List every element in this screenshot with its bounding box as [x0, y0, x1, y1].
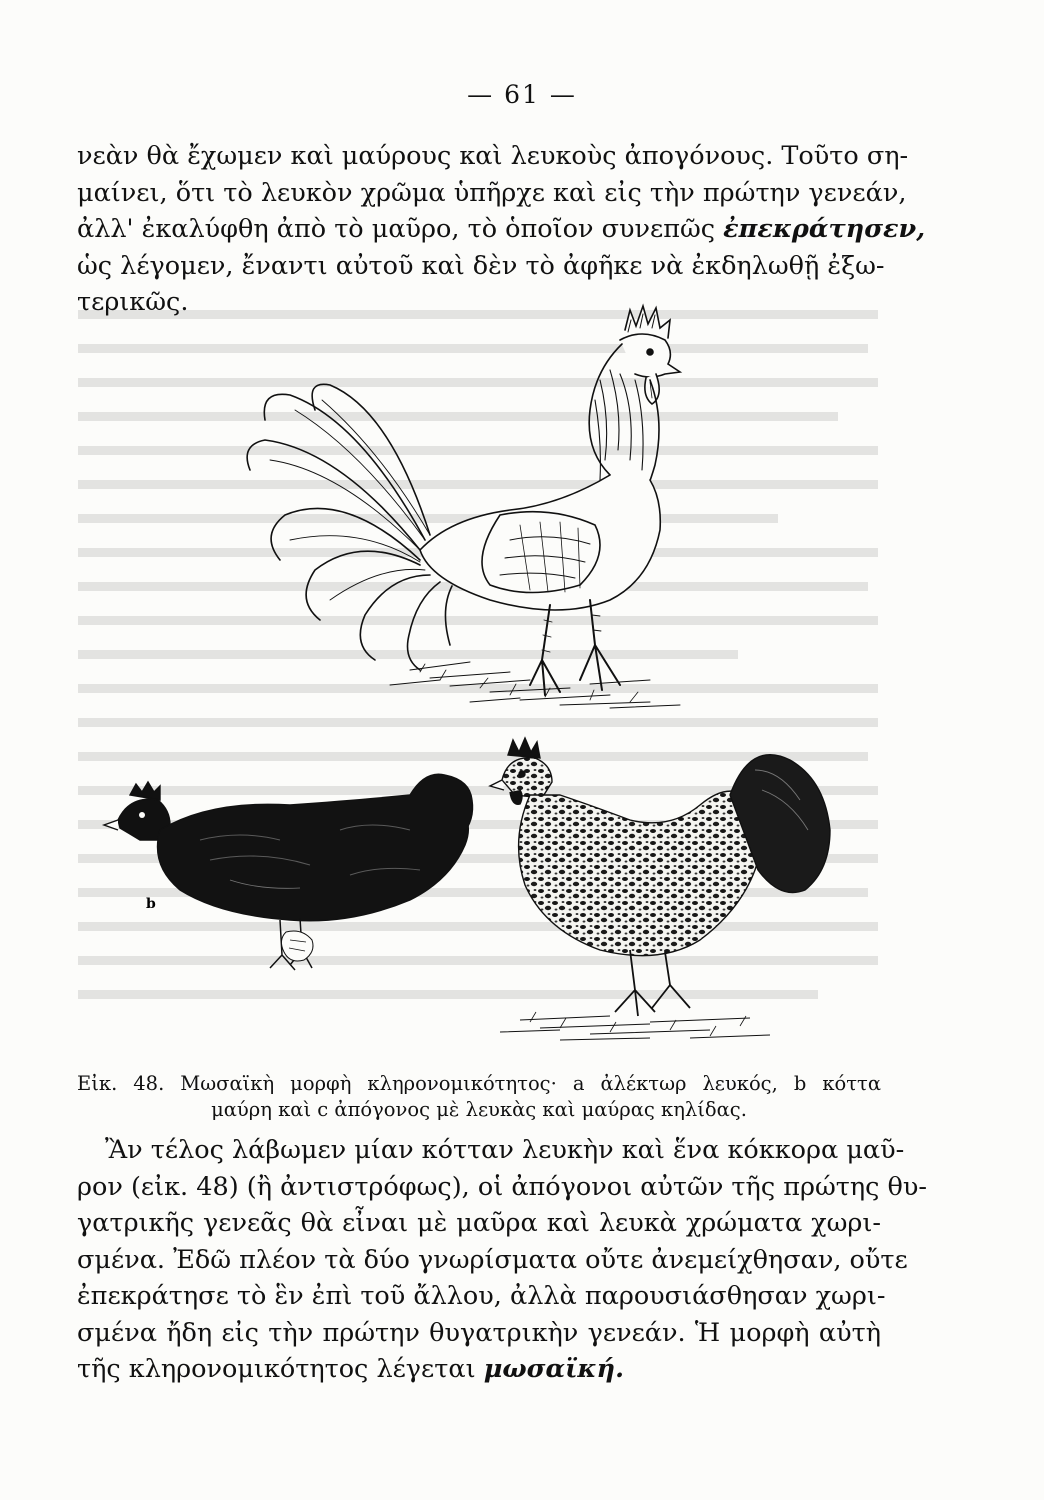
- text-line-part: ἀλλ' ἐκαλύφθη ἀπὸ τὸ μαῦρο, τὸ ὁποῖον συνεπῶς: [77, 214, 724, 244]
- page-number: — 61 —: [467, 80, 577, 109]
- text-line: νεὰν θὰ ἔχωμεν καὶ μαύρους καὶ λευκοὺς ἀπογόνους. Τοῦτο ση-: [77, 141, 909, 171]
- black-hen: [104, 774, 473, 970]
- top-paragraph: [77, 138, 926, 321]
- caption-line: μαύρη καὶ c ἀπόγονος μὲ λευκὰς καὶ μαύρας κηλίδας.: [211, 1098, 747, 1121]
- bottom-paragraph: [77, 1132, 927, 1388]
- text-line: γατρικῆς γενεᾶς θὰ εἶναι μὲ μαῦρα καὶ λευκὰ χρώματα χωρι-: [77, 1208, 881, 1238]
- text-line: ὡς λέγομεν, ἔναντι αὐτοῦ καὶ δὲν τὸ ἀφῆκε νὰ ἐκδηλωθῇ ἐξω-: [77, 250, 885, 281]
- text-line: Ἂν τέλος λάβωμεν μίαν κότταν λευκὴν καὶ ἕνα κόκκορα μαῦ-: [105, 1135, 905, 1165]
- poultry-illustration: [90, 300, 870, 1070]
- text-line: ἐπεκράτησε τὸ ἓν ἐπὶ τοῦ ἄλλου, ἀλλὰ παρουσιάσθησαν χωρι-: [77, 1281, 886, 1311]
- hen-ground: [500, 1012, 770, 1040]
- text-line: [77, 211, 926, 248]
- text-line: σμένα. Ἐδῶ πλέον τὰ δύο γνωρίσματα οὔτε ἀνεμείχθησαν, οὔτε: [77, 1244, 908, 1275]
- text-line: τερικῶς.: [77, 287, 189, 317]
- text-line: σμένα ἤδη εἰς τὴν πρώτην θυγατρικὴν γενεάν. Ἡ μορφὴ αὐτὴ: [77, 1317, 881, 1348]
- emphasized-term: μωσαϊκή.: [483, 1354, 624, 1384]
- figure-caption: [77, 1071, 881, 1123]
- figure-48: [90, 300, 870, 1070]
- figure-label-b: b: [146, 896, 156, 912]
- text-line: μαίνει, ὅτι τὸ λευκὸν χρῶμα ὑπῆρχε καὶ εἰς τὴν πρώτην γενεάν,: [77, 177, 907, 208]
- text-line: ρον (εἰκ. 48) (ἢ ἀντιστρόφως), οἱ ἀπόγονοι αὐτῶν τῆς πρώτης θυ-: [77, 1171, 927, 1202]
- speckled-hen: [490, 738, 830, 1040]
- rooster-ground: [390, 662, 680, 708]
- caption-line: Εἰκ. 48. Μωσαϊκὴ μορφὴ κληρονομικότητος· a ἀλέκτωρ λευκός, b κόττα: [77, 1072, 881, 1095]
- white-rooster: [247, 306, 680, 708]
- emphasized-term: ἐπεκράτησεν,: [723, 214, 926, 244]
- text-line-part: τῆς κληρονομικότητος λέγεται: [77, 1354, 484, 1384]
- text-line: [77, 1351, 881, 1388]
